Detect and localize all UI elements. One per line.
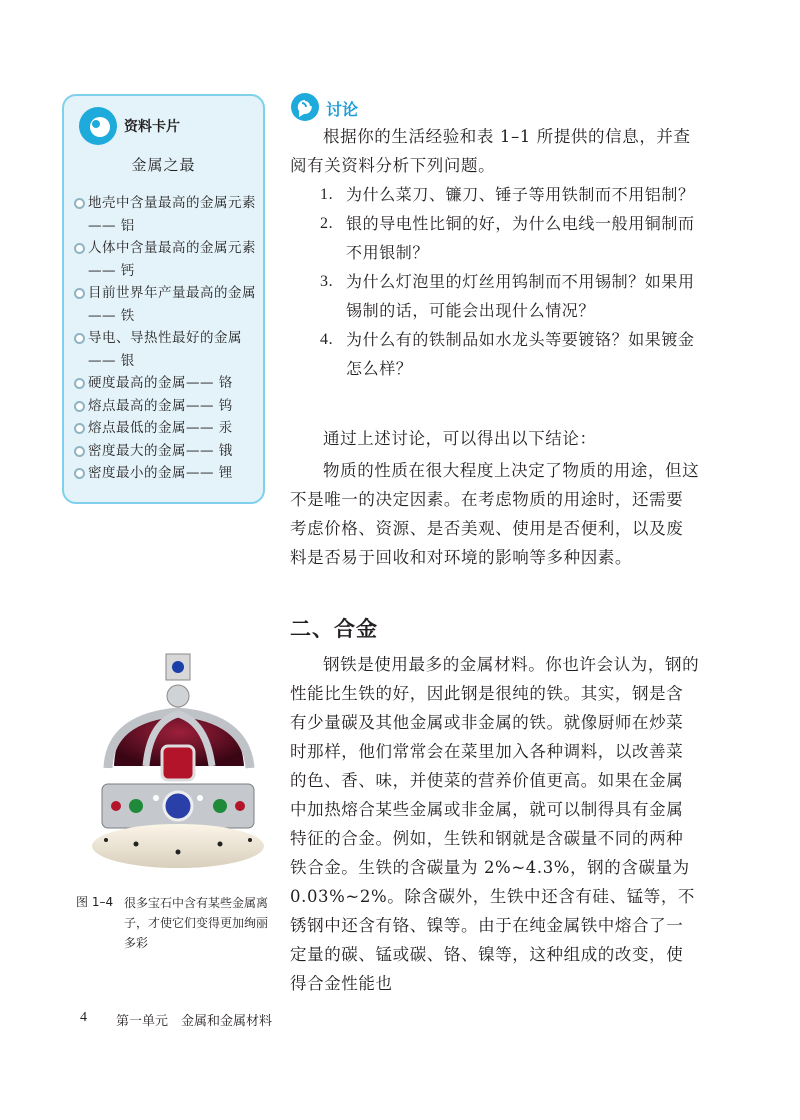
list-item: 熔点最低的金属—— 汞 <box>74 417 264 440</box>
list-item: 导电、导热性最好的金属—— 银 <box>74 327 264 372</box>
section-title: 二、合金 <box>290 617 378 641</box>
question-list <box>320 180 700 383</box>
info-card-list <box>74 192 264 485</box>
question-item: 2. 银的导电性比铜的好，为什么电线一般用铜制而不用银制？ <box>320 214 695 262</box>
bullet-icon <box>74 401 85 412</box>
conclusion-paragraph: 物质的性质在很大程度上决定了物质的用途，但这不是唯一的决定因素。在考虑物质的用途时，还需要考虑价格、资源、是否美观、使用是否便利，以及废料是否易于回收和对环境的影响等多种因素。 <box>290 461 700 567</box>
discussion-icon <box>290 92 320 122</box>
question-item: 1. 为什么菜刀、镰刀、锤子等用铁制而不用铝制？ <box>320 185 695 204</box>
page-number: 4 <box>80 1010 87 1025</box>
question-item: 4. 为什么有的铁制品如水龙头等要镀铬？如果镀金怎么样？ <box>320 330 695 378</box>
list-item: 熔点最高的金属—— 钨 <box>74 395 264 418</box>
bullet-icon <box>74 198 85 209</box>
info-card-title: 金属之最 <box>131 156 196 174</box>
info-card <box>62 94 265 504</box>
discussion-intro: 根据你的生活经验和表 1–1 所提供的信息，并查阅有关资料分析下列问题。 <box>290 127 691 175</box>
footer-title: 第一单元 金属和金属材料 <box>116 1014 273 1029</box>
bullet-icon <box>74 243 85 254</box>
discussion-label: 讨论 <box>326 100 359 119</box>
list-item: 密度最大的金属—— 锇 <box>74 440 264 463</box>
question-item: 3. 为什么灯泡里的灯丝用钨制而不用锡制？如果用锡制的话，可能会出现什么情况？ <box>320 272 695 320</box>
figure-number: 图 1–4 <box>76 895 114 909</box>
list-item: 目前世界年产量最高的金属—— 铁 <box>74 282 264 327</box>
list-item: 硬度最高的金属—— 铬 <box>74 372 264 395</box>
bullet-icon <box>74 468 85 479</box>
bullet-icon <box>74 333 85 344</box>
list-item: 地壳中含量最高的金属元素—— 铝 <box>74 192 264 237</box>
bullet-icon <box>74 446 85 457</box>
crown-image <box>86 648 270 884</box>
info-card-icon <box>78 106 118 146</box>
info-card-label: 资料卡片 <box>124 119 180 135</box>
list-item: 密度最小的金属—— 锂 <box>74 462 264 485</box>
bullet-icon <box>74 378 85 389</box>
bullet-icon <box>74 423 85 434</box>
bullet-icon <box>74 288 85 299</box>
conclusion-lead: 通过上述讨论，可以得出以下结论： <box>323 429 597 448</box>
figure-caption: 很多宝石中含有某些金属离子，才使它们变得更加绚丽多彩 <box>124 896 269 950</box>
list-item: 人体中含量最高的金属元素—— 钙 <box>74 237 264 282</box>
section-body: 钢铁是使用最多的金属材料。你也许会认为，钢的性能比生铁的好，因此钢是很纯的铁。其实，钢是含有少量碳及其他金属或非金属的铁。就像厨师在炒菜时那样，他们常常会在菜里加入各种调料，以改善菜的色、香、味，并使菜的营养价值更高。如果在金属中加热熔合某些金属或非金属，就可以制得具有金属特征的合金。例如，生铁和钢就是含碳量不同的两种铁合金。生铁的含碳量为 2%~4.3%，钢的含碳量为 0.03%~2%。除含碳外，生铁中还含有硅、锰等，不锈钢中还含有铬、镍等。由于在纯金属铁中熔合了一定量的碳、锰或碳、铬、镍等，这种组成的改变，使得合金性能也 <box>290 655 700 993</box>
discussion-heading <box>290 92 490 124</box>
